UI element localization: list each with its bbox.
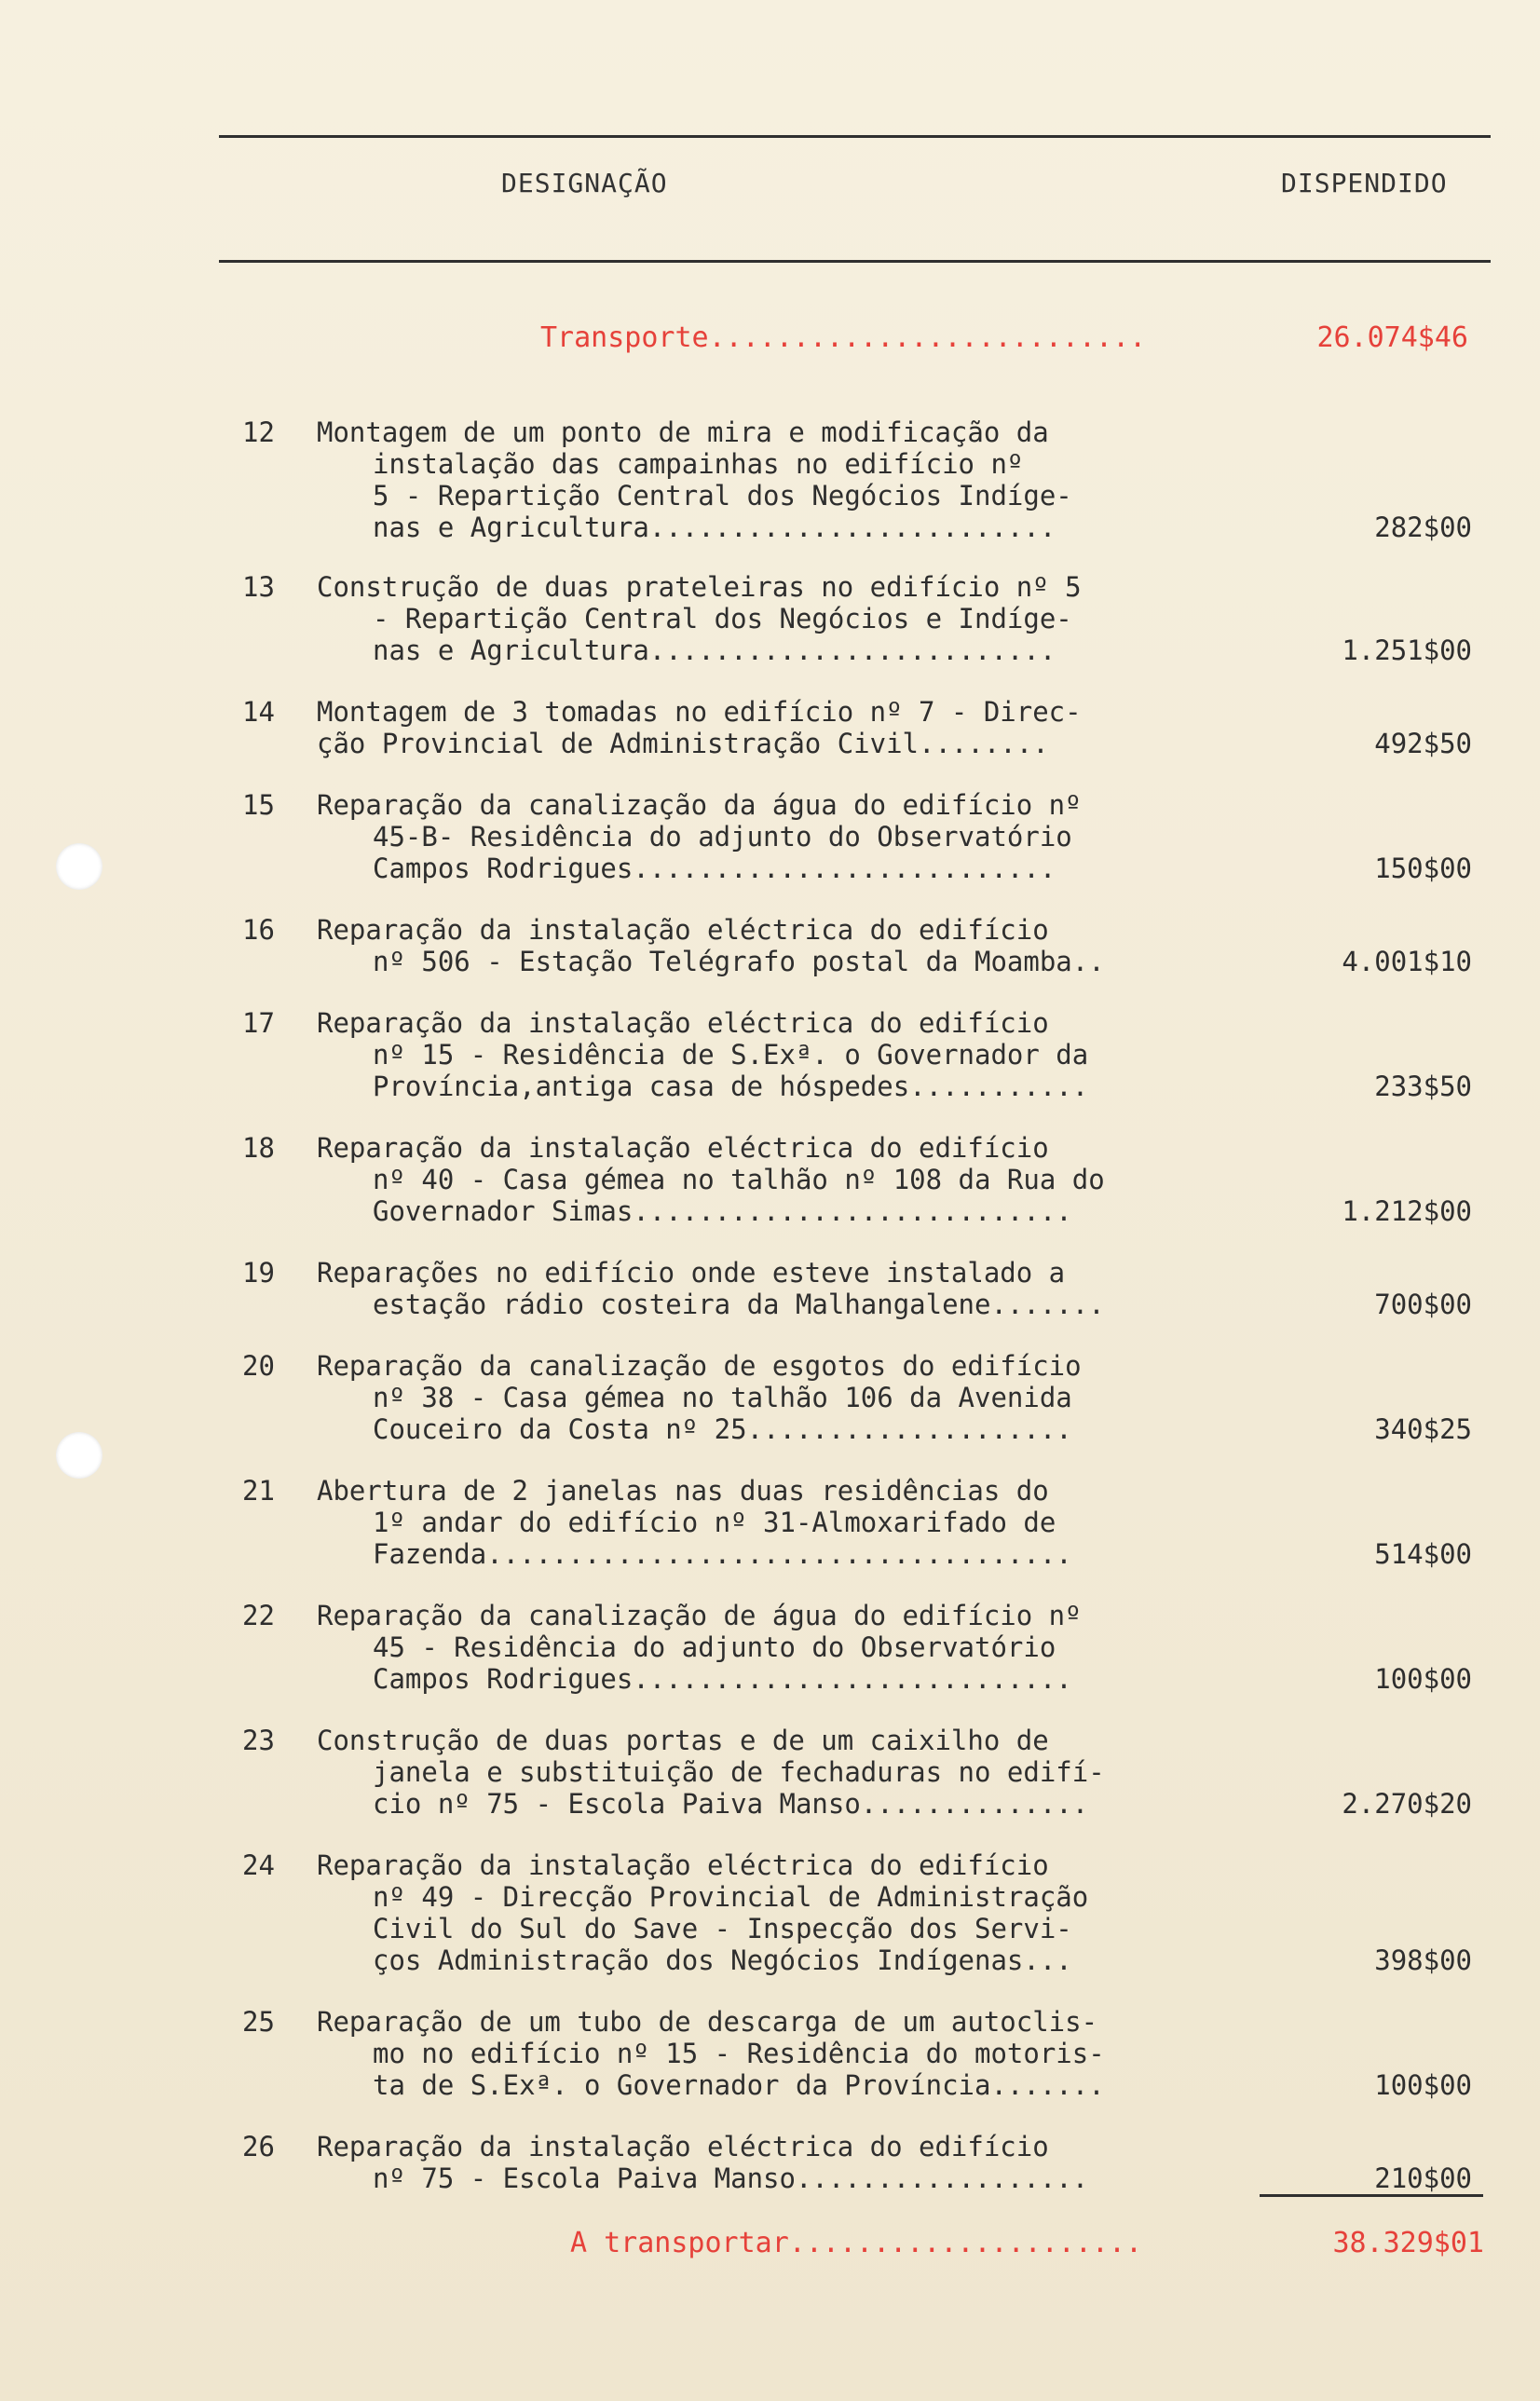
- entry-number: 22: [242, 1600, 275, 1631]
- entry-amount: 4.001$10: [1342, 946, 1472, 977]
- entry-line: nº 40 - Casa gémea no talhão nº 108 da Rua do: [373, 1164, 1105, 1195]
- entry-amount: 1.251$00: [1342, 634, 1472, 666]
- entry-line: nas e Agricultura.........................: [373, 512, 1056, 543]
- entry-number: 26: [242, 2131, 275, 2162]
- entry-description: [317, 571, 1276, 666]
- entry-number: 16: [242, 914, 275, 946]
- transporte-label: Transporte..........................: [540, 321, 1147, 354]
- entry-description: [317, 1257, 1276, 1320]
- entry-description: [317, 1475, 1276, 1570]
- entry-description: [317, 416, 1276, 543]
- entry-line: Fazenda....................................: [373, 1538, 1072, 1570]
- entry-description: [317, 1725, 1276, 1820]
- entry-line: cio nº 75 - Escola Paiva Manso..............: [373, 1788, 1089, 1820]
- entry-line: nº 38 - Casa gémea no talhão 106 da Avenida: [373, 1382, 1072, 1413]
- entry-description: [317, 696, 1276, 759]
- entry-line: Reparação da instalação eléctrica do edifício: [317, 2131, 1049, 2162]
- entry-line: Reparação da canalização da água do edifício nº: [317, 789, 1082, 821]
- entry-number: 20: [242, 1350, 275, 1382]
- entry-description: [317, 789, 1276, 884]
- entry-amount: 282$00: [1374, 512, 1472, 543]
- punch-hole-lower: [56, 1432, 102, 1479]
- entry-amount: 2.270$20: [1342, 1788, 1472, 1820]
- entry-description: [317, 2131, 1276, 2194]
- entry-line: nas e Agricultura.........................: [373, 634, 1056, 666]
- entry-description: [317, 1007, 1276, 1102]
- entry-description: [317, 1132, 1276, 1227]
- entry-line: nº 15 - Residência de S.Exª. o Governador da: [373, 1039, 1089, 1071]
- entry-amount: 398$00: [1374, 1944, 1472, 1976]
- entry-line: Montagem de 3 tomadas no edifício nº 7 - Direc-: [317, 696, 1082, 728]
- entry-description: [317, 914, 1276, 977]
- entry-line: Construção de duas portas e de um caixilho de: [317, 1725, 1049, 1756]
- entry-number: 25: [242, 2006, 275, 2038]
- entry-amount: 150$00: [1374, 853, 1472, 884]
- entry-line: Reparação da canalização de esgotos do edifício: [317, 1350, 1082, 1382]
- entry-number: 14: [242, 696, 275, 728]
- entry-description: [317, 1350, 1276, 1445]
- entry-amount: 233$50: [1374, 1071, 1472, 1102]
- column-header-designacao: DESIGNAÇÃO: [501, 168, 668, 198]
- entry-line: instalação das campainhas no edifício nº: [373, 448, 1024, 480]
- punch-hole-upper: [56, 843, 102, 890]
- entry-amount: 100$00: [1374, 1663, 1472, 1695]
- entry-amount: 700$00: [1374, 1289, 1472, 1320]
- a-transportar-amount: 38.329$01: [1332, 2227, 1484, 2259]
- entry-line: Reparação da instalação eléctrica do edifício: [317, 1132, 1049, 1164]
- entry-line: Civil do Sul do Save - Inspecção dos Servi-: [373, 1913, 1072, 1944]
- entry-line: Construção de duas prateleiras no edifício nº 5: [317, 571, 1082, 603]
- entry-number: 18: [242, 1132, 275, 1164]
- column-header-dispendido: DISPENDIDO: [1281, 168, 1448, 198]
- entry-line: Montagem de um ponto de mira e modificação da: [317, 416, 1049, 448]
- entry-line: 1º andar do edifício nº 31-Almoxarifado de: [373, 1507, 1056, 1538]
- entry-number: 19: [242, 1257, 275, 1289]
- entry-line: Reparação da instalação eléctrica do edifício: [317, 1849, 1049, 1881]
- entry-line: ços Administração dos Negócios Indígenas...: [373, 1944, 1072, 1976]
- entry-line: ta de S.Exª. o Governador da Província.......: [373, 2069, 1105, 2101]
- entry-line: 45-B- Residência do adjunto do Observatório: [373, 821, 1072, 853]
- entry-line: Reparação da canalização de água do edifício nº: [317, 1600, 1082, 1631]
- entry-line: ção Provincial de Administração Civil........: [317, 728, 1049, 759]
- entry-line: - Repartição Central dos Negócios e Indíge-: [373, 603, 1072, 634]
- entry-number: 21: [242, 1475, 275, 1507]
- entry-line: estação rádio costeira da Malhangalene.......: [373, 1289, 1105, 1320]
- entry-line: 45 - Residência do adjunto do Observatório: [373, 1631, 1056, 1663]
- entry-amount: 100$00: [1374, 2069, 1472, 2101]
- entry-line: Reparação de um tubo de descarga de um autoclis-: [317, 2006, 1098, 2038]
- a-transportar-label: A transportar.....................: [570, 2227, 1143, 2259]
- entry-number: 23: [242, 1725, 275, 1756]
- entry-amount: 1.212$00: [1342, 1195, 1472, 1227]
- entry-line: Reparação da instalação eléctrica do edifício: [317, 1007, 1049, 1039]
- entry-line: Abertura de 2 janelas nas duas residências do: [317, 1475, 1049, 1507]
- entry-line: Couceiro da Costa nº 25....................: [373, 1413, 1072, 1445]
- entry-line: Campos Rodrigues...........................: [373, 1663, 1072, 1695]
- entry-number: 24: [242, 1849, 275, 1881]
- entry-line: janela e substituição de fechaduras no edifí-: [373, 1756, 1105, 1788]
- entry-number: 13: [242, 571, 275, 603]
- entry-line: Governador Simas...........................: [373, 1195, 1072, 1227]
- entry-number: 17: [242, 1007, 275, 1039]
- entry-line: 5 - Repartição Central dos Negócios Indíge-: [373, 480, 1072, 512]
- entry-line: Província,antiga casa de hóspedes...........: [373, 1071, 1089, 1102]
- entry-number: 12: [242, 416, 275, 448]
- entry-number: 15: [242, 789, 275, 821]
- entry-line: nº 75 - Escola Paiva Manso..................: [373, 2162, 1089, 2194]
- sum-rule: [1260, 2194, 1483, 2197]
- entry-description: [317, 2006, 1276, 2101]
- entry-line: nº 506 - Estação Telégrafo postal da Moamba..: [373, 946, 1105, 977]
- entry-line: nº 49 - Direcção Provincial de Administração: [373, 1881, 1089, 1913]
- header-bottom-rule: [219, 260, 1491, 263]
- entry-amount: 340$25: [1374, 1413, 1472, 1445]
- entry-line: mo no edifício nº 15 - Residência do motoris-: [373, 2038, 1105, 2069]
- entry-line: Reparações no edifício onde esteve instalado a: [317, 1257, 1066, 1289]
- entry-description: [317, 1600, 1276, 1695]
- entry-amount: 210$00: [1374, 2162, 1472, 2194]
- entry-description: [317, 1849, 1276, 1976]
- entry-amount: 492$50: [1374, 728, 1472, 759]
- header-top-rule: [219, 135, 1491, 138]
- entry-amount: 514$00: [1374, 1538, 1472, 1570]
- entry-line: Reparação da instalação eléctrica do edifício: [317, 914, 1049, 946]
- transporte-amount: 26.074$46: [1316, 321, 1468, 354]
- entry-line: Campos Rodrigues..........................: [373, 853, 1056, 884]
